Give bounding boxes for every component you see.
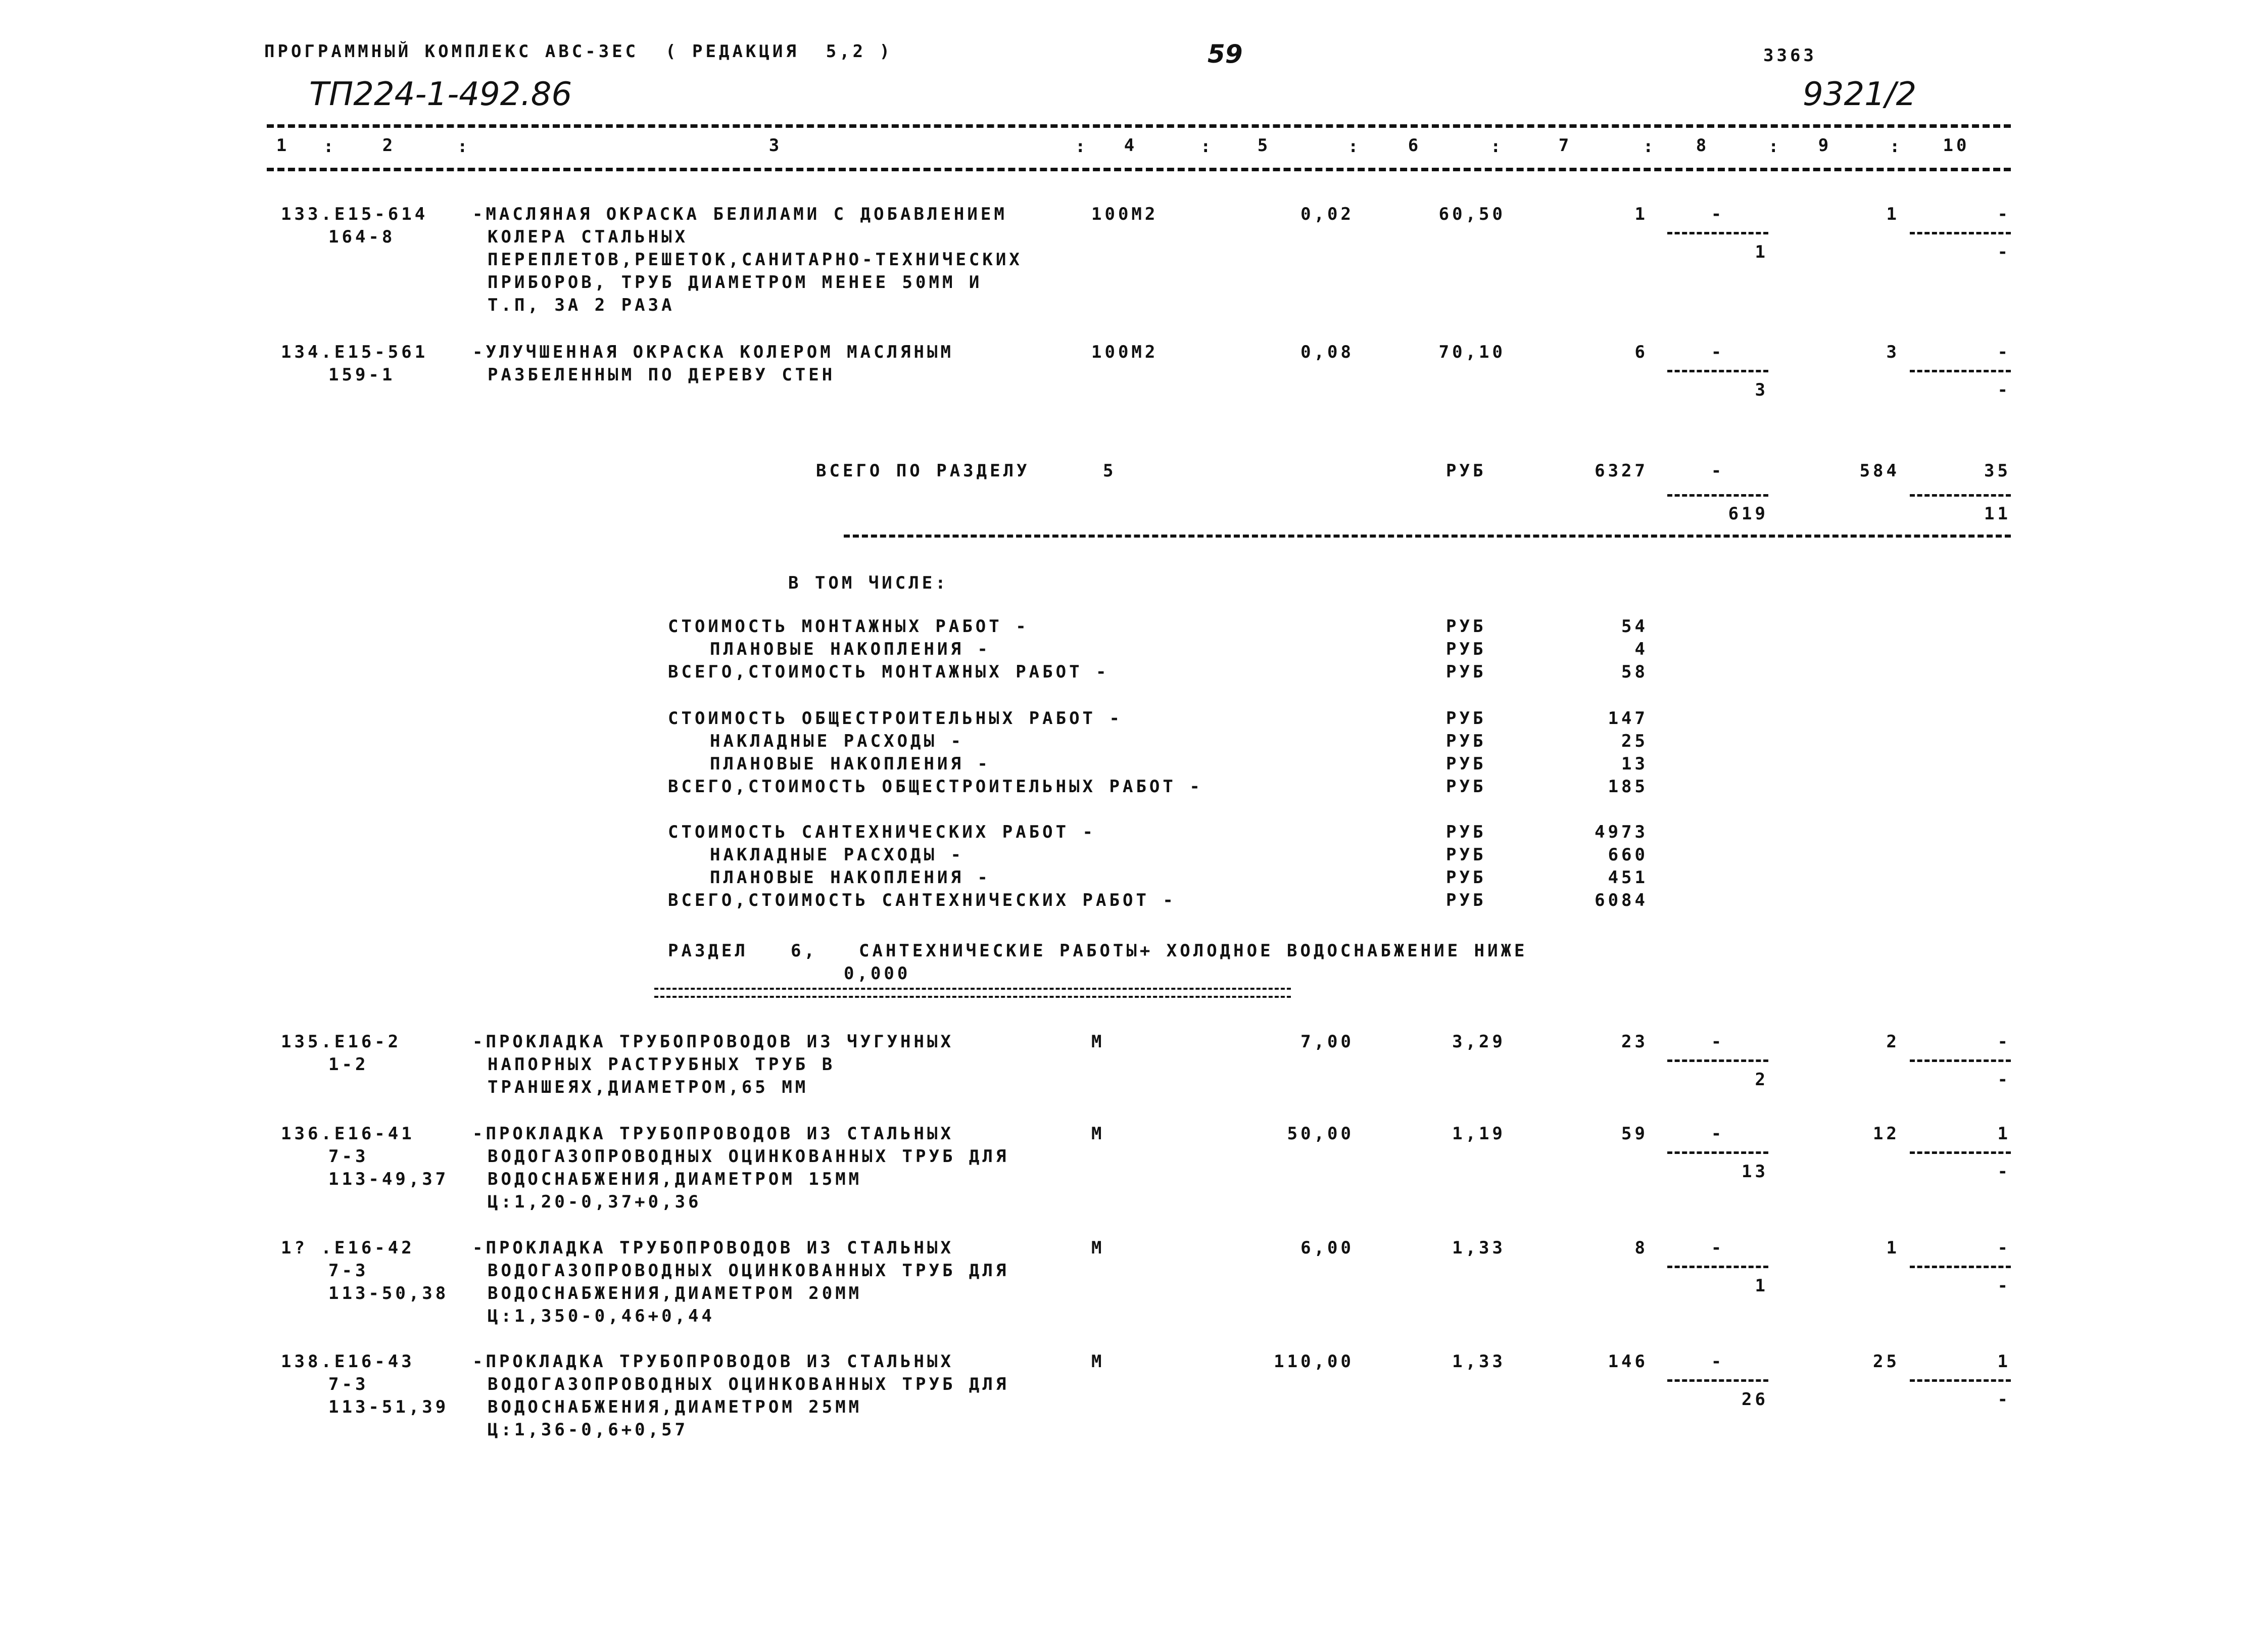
cost-line-unit: РУБ xyxy=(1446,845,1486,865)
section-total-c10-divider xyxy=(1910,494,2011,497)
row-description: ВОДОСНАБЖЕНИЯ,ДИАМЕТРОМ 20ММ xyxy=(488,1283,862,1304)
section-total-number: 5 xyxy=(1103,461,1117,481)
row-c10-top: - xyxy=(1997,204,2011,224)
row-c9: 1 xyxy=(1886,1238,1900,1258)
row-c8-divider xyxy=(1667,1379,1768,1382)
row-description: ПЕРЕПЛЕТОВ,РЕШЕТОК,САНИТАРНО-ТЕХНИЧЕСКИХ xyxy=(488,250,1023,270)
cost-line-value: 6084 xyxy=(1595,890,1648,910)
column-number: 6 xyxy=(1408,135,1422,156)
row-total: 23 xyxy=(1621,1032,1648,1052)
row-code: 1? .Е16-42 xyxy=(281,1238,415,1258)
cost-line-unit: РУБ xyxy=(1446,731,1486,751)
row-c10-top: 1 xyxy=(1997,1124,2011,1144)
row-c10-divider xyxy=(1910,232,2011,234)
row-c9: 12 xyxy=(1873,1124,1900,1144)
row-description: -УЛУЧШЕННАЯ ОКРАСКА КОЛЕРОМ МАСЛЯНЫМ xyxy=(472,342,954,362)
row-code: 135.Е16-2 xyxy=(281,1032,402,1052)
row-c8-top: - xyxy=(1711,204,1725,224)
row-c8-divider xyxy=(1667,1266,1768,1268)
section-6-number: 6, xyxy=(791,941,817,961)
column-separator: : xyxy=(457,136,471,157)
row-description: Ц:1,20-0,37+0,36 xyxy=(488,1192,702,1212)
column-separator: : xyxy=(1348,136,1362,157)
row-unit: М xyxy=(1091,1352,1105,1372)
cost-line-label: ПЛАНОВЫЕ НАКОПЛЕНИЯ - xyxy=(710,867,991,888)
column-number: 2 xyxy=(382,135,396,156)
row-c8-divider xyxy=(1667,370,1768,372)
column-separator: : xyxy=(1768,136,1782,157)
document-number: ТП224-1-492.86 xyxy=(309,76,572,113)
row-c9: 25 xyxy=(1873,1352,1900,1372)
row-description: -ПРОКЛАДКА ТРУБОПРОВОДОВ ИЗ СТАЛЬНЫХ xyxy=(472,1124,954,1144)
row-code: 7-3 xyxy=(328,1374,369,1394)
section-total-c10-top: 35 xyxy=(1984,461,2011,481)
row-quantity: 0,08 xyxy=(1300,342,1354,362)
column-number: 9 xyxy=(1818,135,1832,156)
row-c8-bottom: 2 xyxy=(1755,1070,1768,1090)
row-unit: М xyxy=(1091,1238,1105,1258)
column-separator: : xyxy=(323,136,337,157)
program-title: ПРОГРАММНЫЙ КОМПЛЕКС АВС-3ЕС ( РЕДАКЦИЯ 5,2 ) xyxy=(264,41,893,62)
page-number: 59 xyxy=(1208,39,1243,69)
section-total-c9: 584 xyxy=(1859,461,1900,481)
row-unit: М xyxy=(1091,1032,1105,1052)
row-c10-top: - xyxy=(1997,1238,2011,1258)
row-c10-divider xyxy=(1910,370,2011,372)
row-c8-top: - xyxy=(1711,1124,1725,1144)
cost-line-label: НАКЛАДНЫЕ РАСХОДЫ - xyxy=(710,845,964,865)
cost-line-value: 58 xyxy=(1621,662,1648,682)
cost-line-unit: РУБ xyxy=(1446,708,1486,729)
row-c10-bottom: - xyxy=(1997,1276,2011,1296)
row-c10-bottom: - xyxy=(1997,380,2011,400)
column-separator: : xyxy=(1075,136,1089,157)
row-c10-top: 1 xyxy=(1997,1352,2011,1372)
cost-line-value: 660 xyxy=(1608,845,1648,865)
row-description: РАЗБЕЛЕННЫМ ПО ДЕРЕВУ СТЕН xyxy=(488,365,836,385)
row-code: 113-50,38 xyxy=(328,1283,449,1304)
section-6-double-rule xyxy=(654,988,1291,998)
row-c10-divider xyxy=(1910,1151,2011,1154)
column-number: 5 xyxy=(1257,135,1271,156)
row-c10-top: - xyxy=(1997,342,2011,362)
cost-line-unit: РУБ xyxy=(1446,754,1486,774)
row-c10-bottom: - xyxy=(1997,1389,2011,1410)
row-description: ПРИБОРОВ, ТРУБ ДИАМЕТРОМ МЕНЕЕ 50ММ И xyxy=(488,272,983,293)
cost-line-value: 451 xyxy=(1608,867,1648,888)
row-description: ВОДОСНАБЖЕНИЯ,ДИАМЕТРОМ 25ММ xyxy=(488,1397,862,1417)
row-unit: 100М2 xyxy=(1091,342,1159,362)
row-c10-divider xyxy=(1910,1266,2011,1268)
cost-line-label: СТОИМОСТЬ ОБЩЕСТРОИТЕЛЬНЫХ РАБОТ - xyxy=(668,708,1123,729)
row-total: 146 xyxy=(1608,1352,1648,1372)
column-number: 8 xyxy=(1696,135,1710,156)
row-code: 1-2 xyxy=(328,1054,369,1075)
cost-line-unit: РУБ xyxy=(1446,890,1486,910)
cost-line-value: 25 xyxy=(1621,731,1648,751)
row-quantity: 50,00 xyxy=(1287,1124,1354,1144)
row-unit-price: 70,10 xyxy=(1438,342,1506,362)
row-c8-divider xyxy=(1667,232,1768,234)
row-description: -ПРОКЛАДКА ТРУБОПРОВОДОВ ИЗ ЧУГУННЫХ xyxy=(472,1032,954,1052)
column-separator: : xyxy=(1890,136,1903,157)
section-total-unit: РУБ xyxy=(1446,461,1486,481)
cost-line-label: ПЛАНОВЫЕ НАКОПЛЕНИЯ - xyxy=(710,639,991,659)
cost-line-label: ВСЕГО,СТОИМОСТЬ МОНТАЖНЫХ РАБОТ - xyxy=(668,662,1109,682)
section-total-rule xyxy=(844,535,2011,538)
row-c10-bottom: - xyxy=(1997,242,2011,262)
cost-line-label: ПЛАНОВЫЕ НАКОПЛЕНИЯ - xyxy=(710,754,991,774)
row-code: 159-1 xyxy=(328,365,396,385)
row-quantity: 7,00 xyxy=(1300,1032,1354,1052)
row-c9: 3 xyxy=(1886,342,1900,362)
row-c8-divider xyxy=(1667,1151,1768,1154)
row-unit-price: 1,33 xyxy=(1452,1352,1506,1372)
column-separator: : xyxy=(1200,136,1214,157)
row-c8-bottom: 13 xyxy=(1742,1162,1768,1182)
section-6-subtitle: 0,000 xyxy=(844,963,911,984)
row-code: 7-3 xyxy=(328,1261,369,1281)
cost-line-unit: РУБ xyxy=(1446,822,1486,842)
row-code: 136.Е16-41 xyxy=(281,1124,415,1144)
header-code: 3363 xyxy=(1763,45,1817,66)
cost-line-label: ВСЕГО,СТОИМОСТЬ ОБЩЕСТРОИТЕЛЬНЫХ РАБОТ - xyxy=(668,777,1203,797)
row-description: НАПОРНЫХ РАСТРУБНЫХ ТРУБ В xyxy=(488,1054,836,1075)
row-quantity: 6,00 xyxy=(1300,1238,1354,1258)
column-number: 4 xyxy=(1124,135,1138,156)
cost-line-unit: РУБ xyxy=(1446,662,1486,682)
row-description: ВОДОГАЗОПРОВОДНЫХ ОЦИНКОВАННЫХ ТРУБ ДЛЯ xyxy=(488,1146,1009,1167)
row-c10-top: - xyxy=(1997,1032,2011,1052)
row-description: ТРАНШЕЯХ,ДИАМЕТРОМ,65 ММ xyxy=(488,1077,809,1097)
row-code: 138.Е16-43 xyxy=(281,1352,415,1372)
row-c10-divider xyxy=(1910,1059,2011,1062)
row-description: -ПРОКЛАДКА ТРУБОПРОВОДОВ ИЗ СТАЛЬНЫХ xyxy=(472,1352,954,1372)
cost-line-unit: РУБ xyxy=(1446,777,1486,797)
row-code: 133.Е15-614 xyxy=(281,204,428,224)
row-c8-bottom: 1 xyxy=(1755,242,1768,262)
header-rule-top xyxy=(267,124,2011,128)
row-c8-bottom: 26 xyxy=(1742,1389,1768,1410)
row-c8-top: - xyxy=(1711,342,1725,362)
row-c8-divider xyxy=(1667,1059,1768,1062)
row-code: 164-8 xyxy=(328,227,396,247)
section-6-title: САНТЕХНИЧЕСКИЕ РАБОТЫ+ ХОЛОДНОЕ ВОДОСНАБЖЕНИЕ НИЖЕ xyxy=(859,941,1528,961)
column-separator: : xyxy=(1643,136,1657,157)
column-number: 7 xyxy=(1558,135,1572,156)
row-c10-bottom: - xyxy=(1997,1162,2011,1182)
section-total-c7: 6327 xyxy=(1595,461,1648,481)
row-quantity: 0,02 xyxy=(1300,204,1354,224)
cost-line-label: НАКЛАДНЫЕ РАСХОДЫ - xyxy=(710,731,964,751)
row-c8-top: - xyxy=(1711,1352,1725,1372)
section-total-c8-bottom: 619 xyxy=(1728,504,1768,524)
row-unit: М xyxy=(1091,1124,1105,1144)
row-c10-bottom: - xyxy=(1997,1070,2011,1090)
section-total-c8-divider xyxy=(1667,494,1768,497)
section-6-label: РАЗДЕЛ xyxy=(668,941,748,961)
row-description: Ц:1,350-0,46+0,44 xyxy=(488,1306,715,1326)
row-description: ВОДОГАЗОПРОВОДНЫХ ОЦИНКОВАННЫХ ТРУБ ДЛЯ xyxy=(488,1261,1009,1281)
row-description: КОЛЕРА СТАЛЬНЫХ xyxy=(488,227,689,247)
cost-line-unit: РУБ xyxy=(1446,639,1486,659)
cost-line-label: СТОИМОСТЬ МОНТАЖНЫХ РАБОТ - xyxy=(668,616,1029,637)
cost-line-unit: РУБ xyxy=(1446,867,1486,888)
row-c9: 1 xyxy=(1886,204,1900,224)
row-description: -МАСЛЯНАЯ ОКРАСКА БЕЛИЛАМИ С ДОБАВЛЕНИЕМ xyxy=(472,204,1007,224)
cost-line-unit: РУБ xyxy=(1446,616,1486,637)
document-reference: 9321/2 xyxy=(1803,76,1917,113)
section-total-label: ВСЕГО ПО РАЗДЕЛУ xyxy=(816,461,1030,481)
row-description: ВОДОГАЗОПРОВОДНЫХ ОЦИНКОВАННЫХ ТРУБ ДЛЯ xyxy=(488,1374,1009,1394)
row-total: 59 xyxy=(1621,1124,1648,1144)
row-code: 134.Е15-561 xyxy=(281,342,428,362)
row-unit-price: 1,19 xyxy=(1452,1124,1506,1144)
row-quantity: 110,00 xyxy=(1274,1352,1354,1372)
row-c10-divider xyxy=(1910,1379,2011,1382)
row-description: Ц:1,36-0,6+0,57 xyxy=(488,1420,689,1440)
row-code: 113-49,37 xyxy=(328,1169,449,1189)
row-total: 8 xyxy=(1634,1238,1648,1258)
row-c9: 2 xyxy=(1886,1032,1900,1052)
cost-line-value: 147 xyxy=(1608,708,1648,729)
cost-line-value: 4 xyxy=(1634,639,1648,659)
row-code: 7-3 xyxy=(328,1146,369,1167)
row-unit: 100М2 xyxy=(1091,204,1159,224)
column-separator: : xyxy=(1490,136,1504,157)
cost-line-value: 4973 xyxy=(1595,822,1648,842)
column-number: 1 xyxy=(276,135,290,156)
row-total: 6 xyxy=(1634,342,1648,362)
column-number: 10 xyxy=(1943,135,1970,156)
section-total-c8-top: - xyxy=(1711,461,1725,481)
including-title: В ТОМ ЧИСЛЕ: xyxy=(788,573,949,593)
cost-line-value: 54 xyxy=(1621,616,1648,637)
cost-line-value: 13 xyxy=(1621,754,1648,774)
row-total: 1 xyxy=(1634,204,1648,224)
row-unit-price: 3,29 xyxy=(1452,1032,1506,1052)
header-rule-bottom xyxy=(267,168,2011,171)
row-description: Т.П, ЗА 2 РАЗА xyxy=(488,295,675,315)
row-c8-top: - xyxy=(1711,1032,1725,1052)
row-c8-bottom: 3 xyxy=(1755,380,1768,400)
row-c8-top: - xyxy=(1711,1238,1725,1258)
cost-line-label: ВСЕГО,СТОИМОСТЬ САНТЕХНИЧЕСКИХ РАБОТ - xyxy=(668,890,1176,910)
row-code: 113-51,39 xyxy=(328,1397,449,1417)
row-description: ВОДОСНАБЖЕНИЯ,ДИАМЕТРОМ 15ММ xyxy=(488,1169,862,1189)
row-description: -ПРОКЛАДКА ТРУБОПРОВОДОВ ИЗ СТАЛЬНЫХ xyxy=(472,1238,954,1258)
section-total-c10-bottom: 11 xyxy=(1984,504,2011,524)
row-unit-price: 1,33 xyxy=(1452,1238,1506,1258)
column-number: 3 xyxy=(768,135,783,156)
row-unit-price: 60,50 xyxy=(1438,204,1506,224)
row-c8-bottom: 1 xyxy=(1755,1276,1768,1296)
cost-line-value: 185 xyxy=(1608,777,1648,797)
cost-line-label: СТОИМОСТЬ САНТЕХНИЧЕСКИХ РАБОТ - xyxy=(668,822,1096,842)
